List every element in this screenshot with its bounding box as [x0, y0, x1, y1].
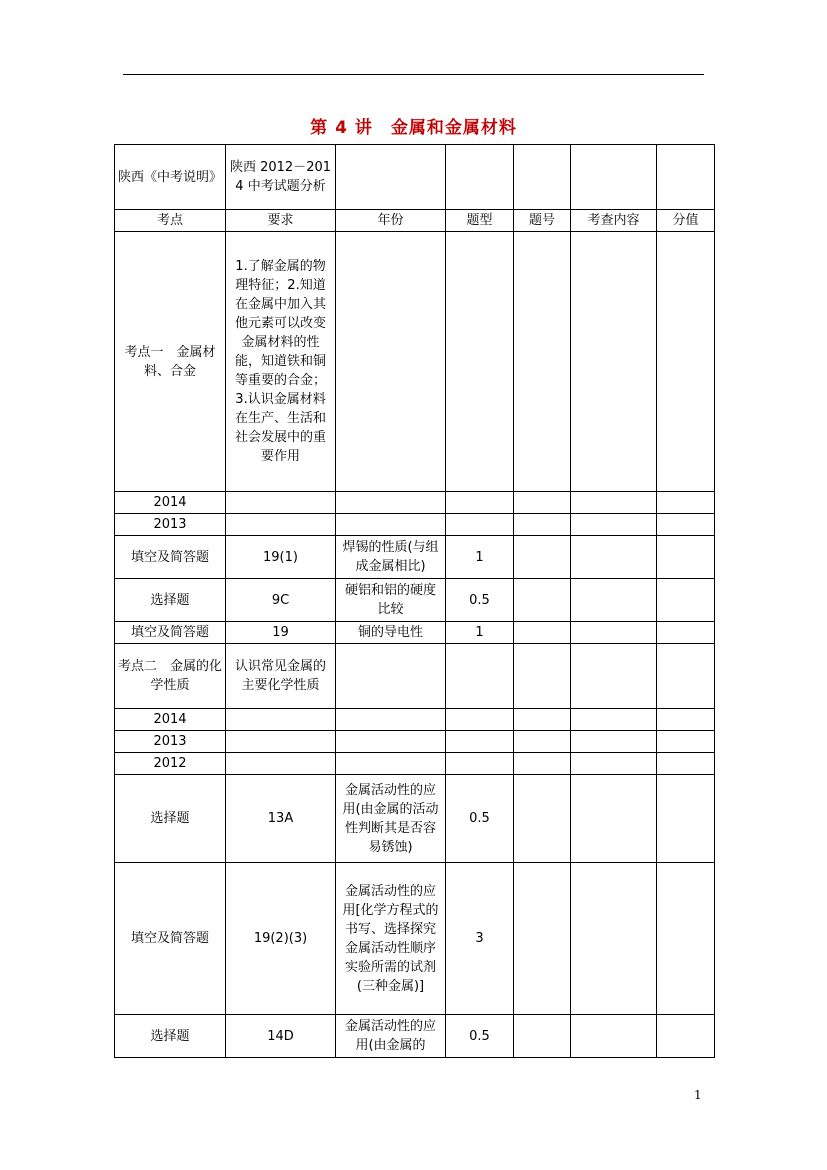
table-row [115, 753, 715, 775]
empty-cell [514, 622, 571, 644]
empty-cell [571, 753, 657, 775]
empty-cell [446, 644, 514, 709]
empty-cell [514, 1015, 571, 1058]
table-row [115, 1015, 715, 1058]
question-type: 填空及简答题 [115, 863, 226, 1015]
question-content: 金属活动性的应用(由金属的 [336, 1015, 446, 1058]
question-type: 选择题 [115, 1015, 226, 1058]
year-cell: 2014 [115, 709, 226, 731]
empty-cell [571, 514, 657, 536]
table-cell: 陕西 2012－2014 中考试题分析 [226, 145, 336, 210]
column-header: 考点 [115, 210, 226, 232]
empty-cell [226, 731, 336, 753]
question-number: 19 [226, 622, 336, 644]
empty-cell [571, 1015, 657, 1058]
empty-cell [657, 775, 715, 863]
empty-cell [571, 579, 657, 622]
empty-cell [571, 536, 657, 579]
page-title: 第 4 讲 金属和金属材料 [310, 118, 517, 138]
column-header: 题型 [446, 210, 514, 232]
empty-cell [571, 644, 657, 709]
question-content: 铜的导电性 [336, 622, 446, 644]
question-number: 14D [226, 1015, 336, 1058]
empty-cell [226, 709, 336, 731]
question-number: 9C [226, 579, 336, 622]
table-row [115, 731, 715, 753]
question-content: 焊锡的性质(与组成金属相比) [336, 536, 446, 579]
empty-cell [571, 492, 657, 514]
empty-cell [514, 731, 571, 753]
empty-cell [336, 644, 446, 709]
year-cell: 2013 [115, 731, 226, 753]
requirement-text: 认识常见金属的主要化学性质 [226, 644, 336, 709]
empty-cell [514, 753, 571, 775]
empty-cell [657, 753, 715, 775]
empty-cell [226, 492, 336, 514]
header-rule [123, 74, 704, 75]
table-cell: 陕西《中考说明》 [115, 145, 226, 210]
column-header: 要求 [226, 210, 336, 232]
table-row [115, 514, 715, 536]
requirement-text: 1.了解金属的物理特征；2.知道在金属中加入其他元素可以改变金属材料的性能，知道铁和铜等重要的合金；3.认识金属材料在生产、生活和社会发展中的重要作用 [226, 232, 336, 492]
empty-cell [226, 514, 336, 536]
question-type: 选择题 [115, 775, 226, 863]
empty-cell [571, 731, 657, 753]
question-score: 0.5 [446, 1015, 514, 1058]
empty-cell [571, 775, 657, 863]
empty-cell [446, 731, 514, 753]
header-row [115, 210, 715, 232]
page-number: 1 [694, 1088, 702, 1102]
year-cell: 2014 [115, 492, 226, 514]
column-header: 考查内容 [571, 210, 657, 232]
empty-cell [336, 709, 446, 731]
question-score: 3 [446, 863, 514, 1015]
empty-cell [336, 492, 446, 514]
empty-cell [226, 753, 336, 775]
column-header: 年份 [336, 210, 446, 232]
empty-cell [657, 1015, 715, 1058]
table-row [115, 232, 715, 492]
table-row [115, 644, 715, 709]
table-row [115, 145, 715, 210]
question-type: 填空及简答题 [115, 536, 226, 579]
table-row [115, 863, 715, 1015]
question-type: 填空及简答题 [115, 622, 226, 644]
empty-cell [657, 492, 715, 514]
empty-cell [657, 709, 715, 731]
question-content: 金属活动性的应用[化学方程式的书写、选择探究金属活动性顺序实验所需的试剂(三种金属)] [336, 863, 446, 1015]
column-header: 题号 [514, 210, 571, 232]
empty-cell [514, 644, 571, 709]
exam-analysis-table [114, 144, 715, 1058]
topic-name: 考点二 金属的化学性质 [115, 644, 226, 709]
empty-cell [657, 579, 715, 622]
table-row [115, 622, 715, 644]
empty-cell [571, 622, 657, 644]
empty-cell [514, 709, 571, 731]
question-score: 0.5 [446, 775, 514, 863]
question-type: 选择题 [115, 579, 226, 622]
empty-cell [571, 863, 657, 1015]
table-row [115, 579, 715, 622]
empty-cell [514, 492, 571, 514]
question-content: 硬铝和铝的硬度比较 [336, 579, 446, 622]
column-header: 分值 [657, 210, 715, 232]
empty-cell [514, 579, 571, 622]
empty-cell [657, 536, 715, 579]
empty-cell [657, 731, 715, 753]
empty-cell [657, 644, 715, 709]
table-row [115, 709, 715, 731]
empty-cell [514, 775, 571, 863]
year-cell: 2012 [115, 753, 226, 775]
table-row [115, 775, 715, 863]
empty-cell [657, 863, 715, 1015]
topic-name: 考点一 金属材料、合金 [115, 232, 226, 492]
empty-cell [336, 514, 446, 536]
empty-cell [336, 731, 446, 753]
question-score: 1 [446, 536, 514, 579]
empty-cell [336, 753, 446, 775]
empty-cell [514, 514, 571, 536]
empty-cell [514, 863, 571, 1015]
question-score: 1 [446, 622, 514, 644]
question-content: 金属活动性的应用(由金属的活动性判断其是否容易锈蚀) [336, 775, 446, 863]
year-cell: 2013 [115, 514, 226, 536]
empty-cell [446, 492, 514, 514]
empty-cell [446, 514, 514, 536]
question-number: 13A [226, 775, 336, 863]
empty-cell [446, 753, 514, 775]
empty-cell [514, 536, 571, 579]
table-row [115, 492, 715, 514]
question-number: 19(2)(3) [226, 863, 336, 1015]
table-row [115, 536, 715, 579]
empty-cell [571, 709, 657, 731]
empty-cell [657, 514, 715, 536]
question-number: 19(1) [226, 536, 336, 579]
question-score: 0.5 [446, 579, 514, 622]
empty-cell [446, 709, 514, 731]
empty-cell [657, 622, 715, 644]
